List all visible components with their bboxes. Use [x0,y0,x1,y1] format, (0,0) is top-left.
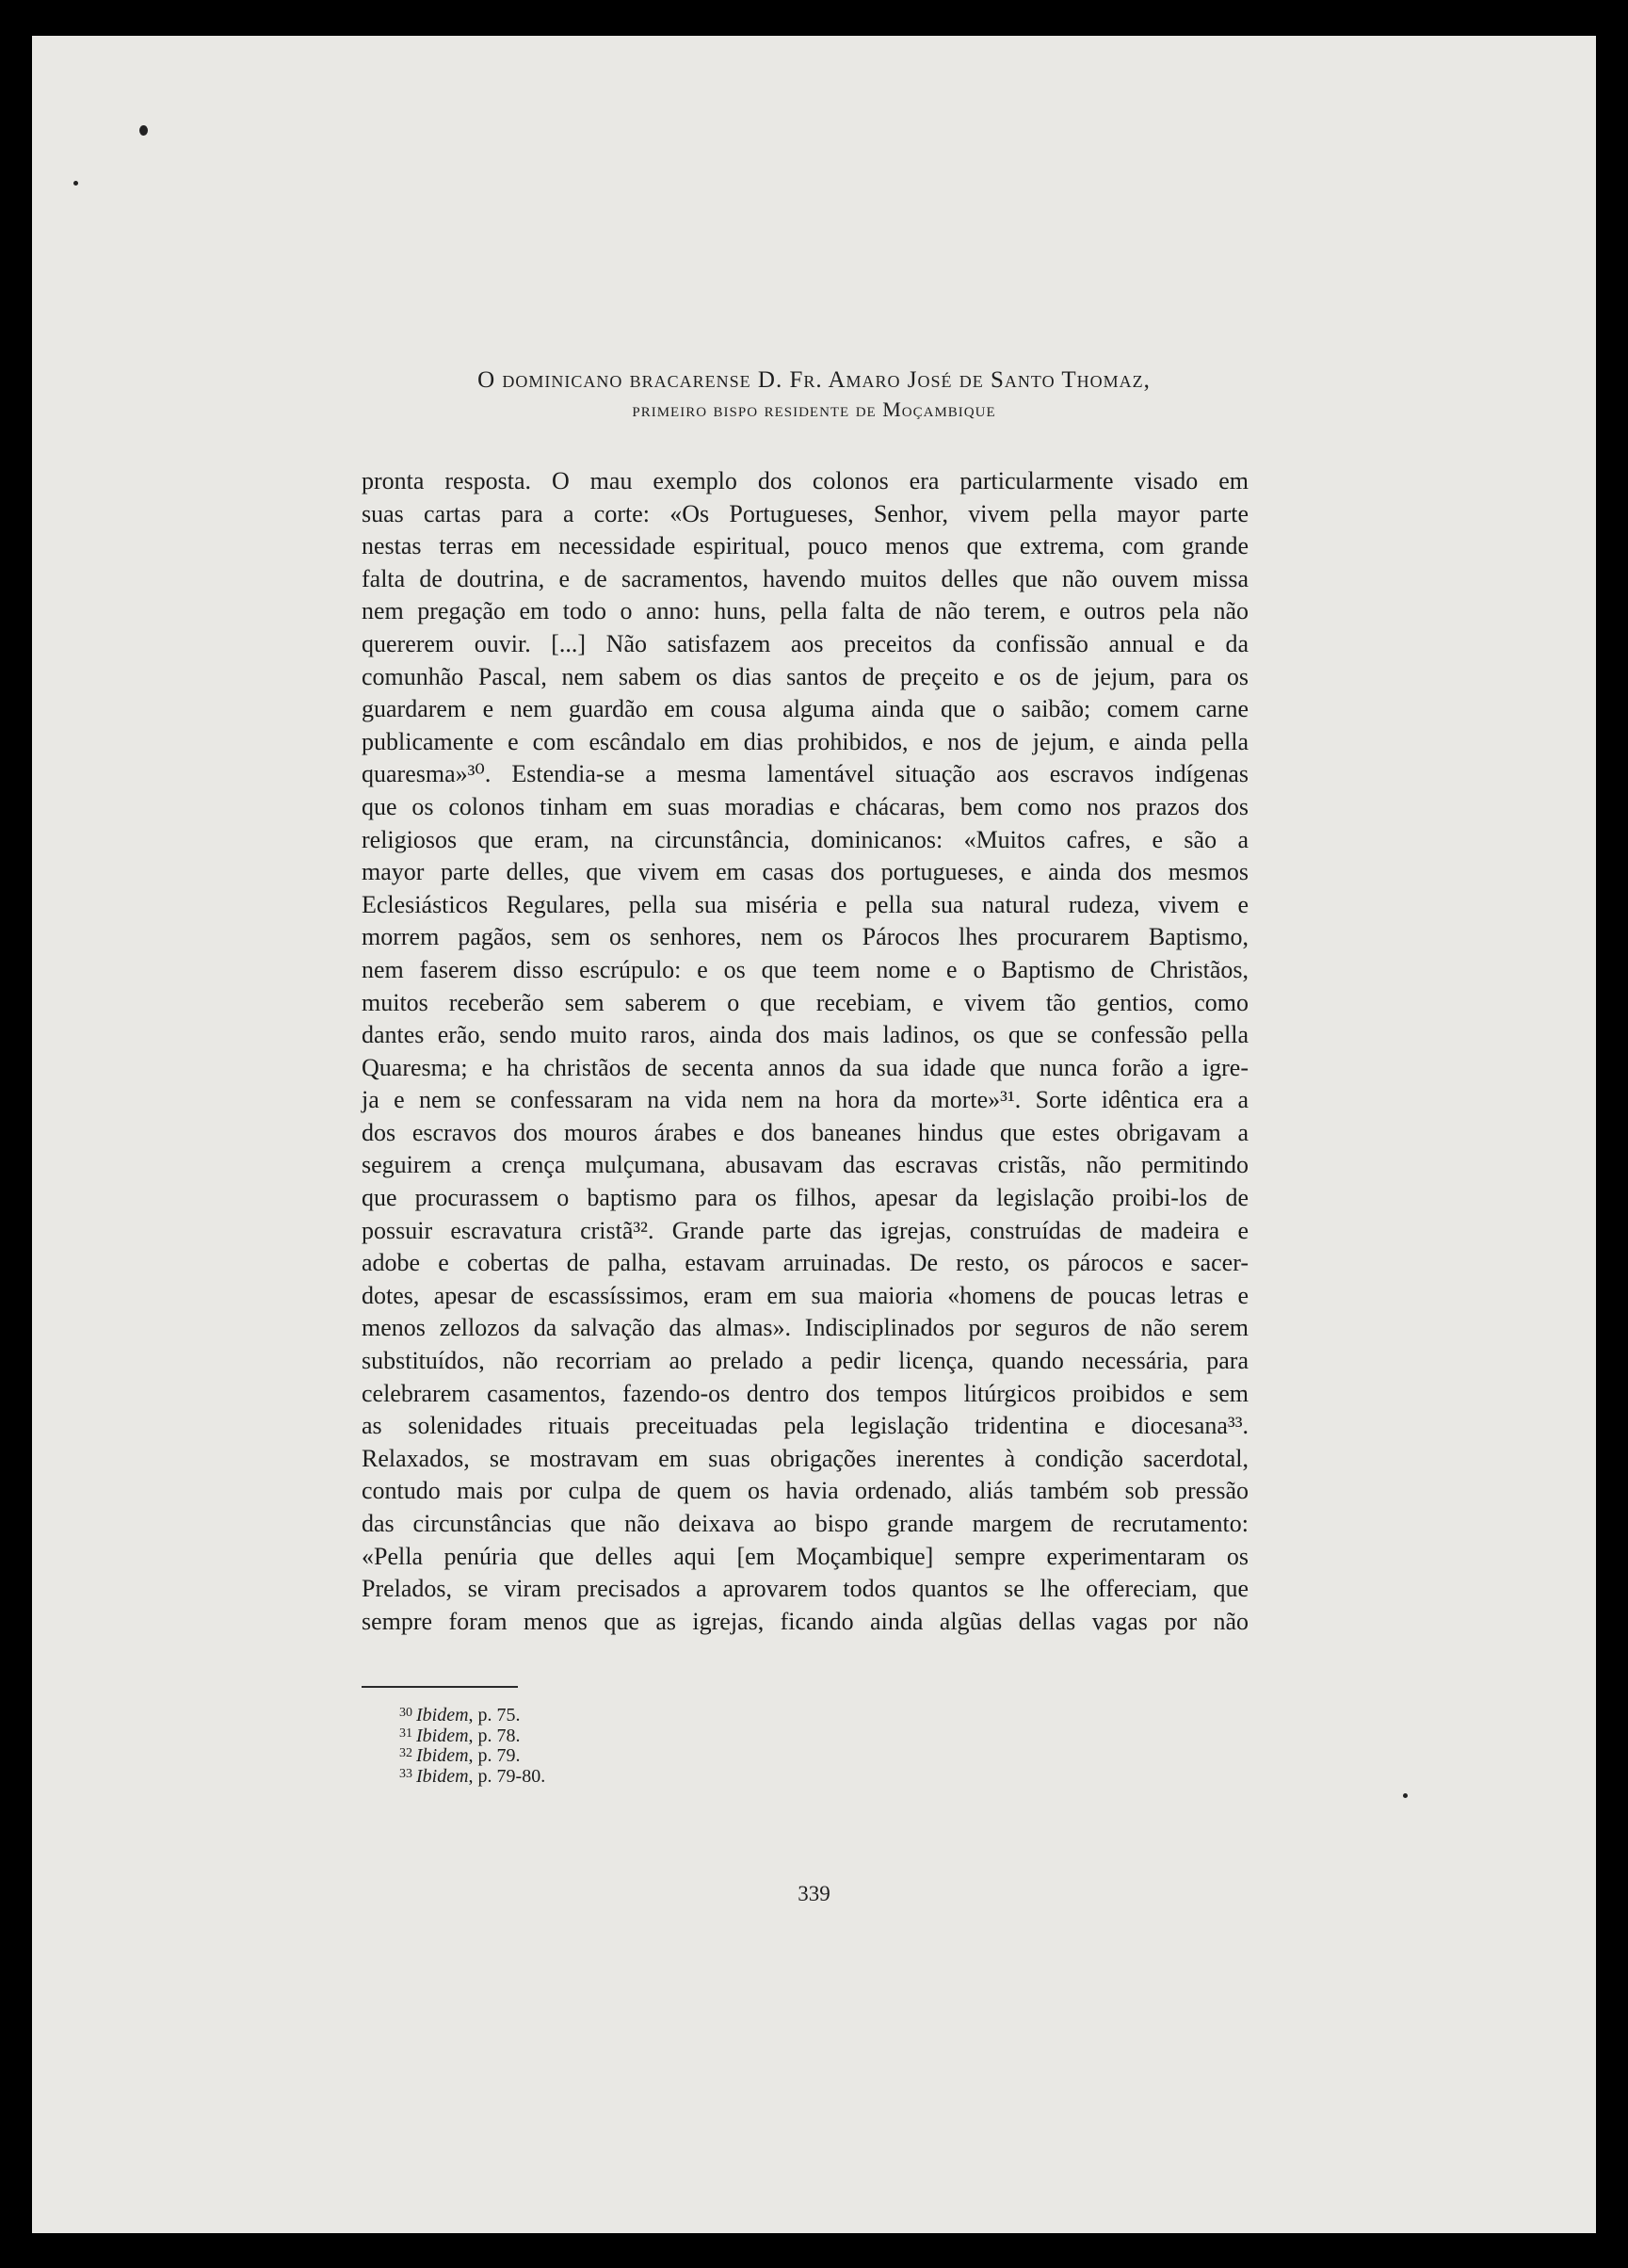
body-line: suas cartas para a corte: «Os Portugueses, Senhor, vivem pella mayor parte [362,499,1249,527]
footnote-ref: Ibidem [416,1745,469,1766]
body-line: adobe e cobertas de palha, estavam arruinadas. De resto, os párocos e sacer- [362,1249,1249,1277]
body-line: nem faserem disso escrúpulo: e os que teem nome e o Baptismo de Christãos, [362,955,1249,983]
scan-speck [73,181,78,186]
body-line: muitos receberão sem saberem o que recebiam, e vivem tão gentios, como [362,988,1249,1016]
body-line: seguirem a crença mulçumana, abusavam das escravas cristãs, não permitindo [362,1151,1249,1179]
footnote [399,1724,776,1744]
body-line: quererem ouvir. [...] Não satisfazem aos preceitos da confissão annual e da [362,629,1249,657]
footnote [399,1703,776,1724]
body-line: guardarem e nem guardão em cousa alguma ainda que o saibão; comem carne [362,695,1249,723]
body-line: celebrarem casamentos, fazendo-os dentro dos tempos litúrgicos proibidos e sem [362,1379,1249,1407]
running-head-title: O dominicano bracarense D. Fr. Amaro José de Santo Thomaz, [477,367,1151,393]
footnote-ref: Ibidem [416,1705,469,1725]
body-line: nestas terras em necessidade espiritual, pouco menos que extrema, com grande [362,532,1249,560]
body-line: que os colonos tinham em suas moradias e chácaras, bem como nos prazos dos [362,792,1249,820]
body-line: dotes, apesar de escassíssimos, eram em sua maioria «homens de poucas letras e [362,1281,1249,1309]
body-line: das circunstâncias que não deixava ao bispo grande margem de recrutamento: [362,1510,1249,1537]
running-head-subtitle: primeiro bispo residente de Moçambique [632,397,996,421]
body-line: morrem pagãos, sem os senhores, nem os Párocos lhes procurarem Baptismo, [362,923,1249,951]
footnote [399,1764,776,1785]
body-line: dantes erão, sendo muito raros, ainda dos mais ladinos, os que se confessão pella [362,1021,1249,1049]
footnote-number: 32 [399,1746,412,1760]
body-line: menos zellozos da salvação das almas». Indisciplinados por seguros de não serem [362,1314,1249,1342]
body-line: as solenidades rituais preceituadas pela legislação tridentina e diocesana³³. [362,1412,1249,1440]
body-line: sempre foram menos que as igrejas, ficando ainda algũas dellas vagas por não [362,1607,1249,1635]
footnote-ref: Ibidem [416,1725,469,1746]
footnote-ref: Ibidem [416,1765,469,1787]
body-text [362,465,1249,1638]
footnote-number: 33 [399,1766,412,1781]
body-line: quaresma»³⁰. Estendia-se a mesma lamentável situação aos escravos indígenas [362,760,1249,788]
body-line: contudo mais por culpa de quem os havia ordenado, aliás também sob pressão [362,1477,1249,1505]
body-line: comunhão Pascal, nem sabem os dias santos de preçeito e os de jejum, para os [362,662,1249,690]
body-line: Relaxados, se mostravam em suas obrigações inerentes à condição sacerdotal, [362,1444,1249,1472]
body-line: «Pella penúria que delles aqui [em Moçambique] sempre experimentaram os [362,1542,1249,1570]
body-line: Quaresma; e ha christãos de secenta annos da sua idade que nunca forão a igre- [362,1053,1249,1081]
body-line: substituídos, não recorriam ao prelado a pedir licença, quando necessária, para [362,1347,1249,1375]
scan-speck [1403,1793,1408,1798]
body-line: falta de doutrina, e de sacramentos, havendo muitos delles que não ouvem missa [362,564,1249,592]
body-line: religiosos que eram, na circunstância, dominicanos: «Muitos cafres, e são a [362,825,1249,853]
page-number: 339 [798,1882,830,1905]
body-line: nem pregação em todo o anno: huns, pella falta de não terem, e outros pela não [362,597,1249,625]
footnote-rule [362,1686,518,1688]
body-line: ja e nem se confessaram na vida nem na hora da morte»³¹. Sorte idêntica era a [362,1086,1249,1114]
footnotes [399,1703,776,1787]
body-line: mayor parte delles, que vivem em casas dos portugueses, e ainda dos mesmos [362,858,1249,886]
footnote-page: , p. 75. [468,1705,521,1725]
body-line: pronta resposta. O mau exemplo dos colonos era particularmente visado em [362,467,1249,494]
footnote-number: 31 [399,1725,412,1741]
footnote-page: , p. 78. [468,1725,521,1746]
body-line: possuir escravatura cristã³². Grande parte das igrejas, construídas de madeira e [362,1216,1249,1244]
body-line: dos escravos dos mouros árabes e dos baneanes hindus que estes obrigavam a [362,1118,1249,1146]
body-line: Prelados, se viram precisados a aprovarem todos quantos se lhe offereciam, que [362,1575,1249,1603]
scan-speck [139,125,148,136]
footnote [399,1743,776,1764]
footnote-number: 30 [399,1706,412,1720]
footnote-page: , p. 79. [468,1745,521,1766]
body-line: Eclesiásticos Regulares, pella sua miséria e pella sua natural rudeza, vivem e [362,890,1249,918]
body-line: publicamente e com escândalo em dias prohibidos, e nos de jejum, e ainda pella [362,727,1249,755]
body-line: que procurassem o baptismo para os filhos, apesar da legislação proibi-los de [362,1184,1249,1212]
footnote-page: , p. 79-80. [468,1765,546,1787]
